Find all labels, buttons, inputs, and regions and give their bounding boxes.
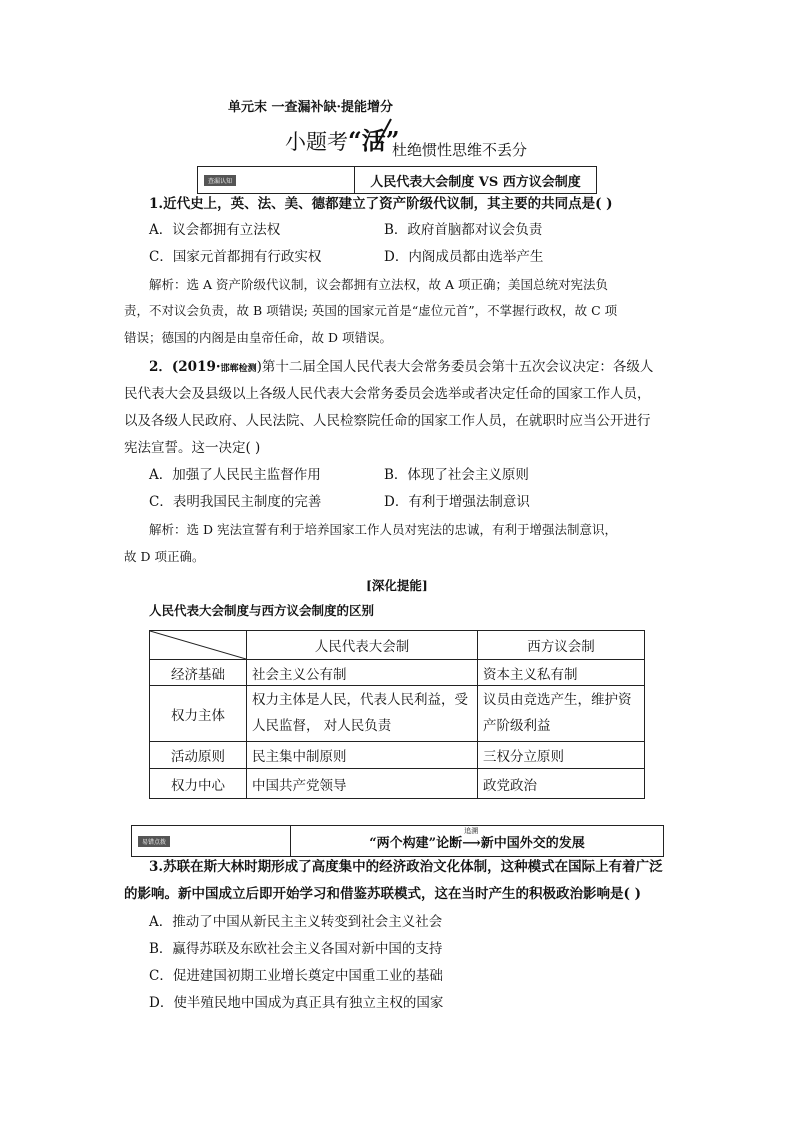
table-cell: 中国共产党领导 xyxy=(247,769,478,799)
long-arrow-icon: ⟶ xyxy=(462,835,481,851)
table-header-row xyxy=(150,631,645,660)
q3-option-c: C．促进建国初期工业增长奠定中国重工业的基础 xyxy=(149,968,443,984)
table-cell: 政党政治 xyxy=(478,769,645,799)
banner-text: 人民代表大会制度 VS 西方议会制度 xyxy=(370,174,581,190)
banner-tag-area xyxy=(198,167,355,193)
table-header-west: 西方议会制 xyxy=(478,631,645,660)
q1-stem: 1.近代史上，英、法、美、德都建立了资产阶级代议制，其主要的共同点是( ) xyxy=(149,196,613,212)
table-row-header: 经济基础 xyxy=(150,660,247,686)
q2-stem-line-3: 以及各级人民政府、人民法院、人民检察院任命的国家工作人员，在就职时应当公开进行 xyxy=(124,413,651,429)
q2-analysis-line-2: 故 D 项正确。 xyxy=(124,549,205,564)
unit-title: 单元末 一查漏补缺·提能增分 xyxy=(228,100,394,115)
table-cell: 民主集中制原则 xyxy=(247,742,478,769)
banner-text xyxy=(291,826,663,851)
table-cell: 三权分立原则 xyxy=(478,742,645,769)
main-title-huo: “活” xyxy=(348,126,400,155)
banner-tag: 易错点拨 xyxy=(138,836,170,847)
table-cell: 权力主体是人民，代表人民利益，受人民监督， 对人民负责 xyxy=(247,686,478,742)
q1-analysis-line-3: 错误；德国的内阁是由皇帝任命，故 D 项错误。 xyxy=(124,330,392,345)
q2-stem-line-1 xyxy=(149,361,653,375)
banner-text-before: “两个构建”论断 xyxy=(369,835,463,851)
q1-option-b: B．政府首脑都对议会负责 xyxy=(384,222,543,238)
q3-option-a: A．推动了中国从新民主主义转变到社会主义社会 xyxy=(149,914,443,930)
table-header-npc: 人民代表大会制 xyxy=(247,631,478,660)
table-title: 人民代表大会制度与西方议会制度的区别 xyxy=(149,603,375,618)
table-corner-cell xyxy=(150,631,247,660)
diagonal-line xyxy=(150,631,246,659)
table-row xyxy=(150,742,645,769)
q3-option-b: B．赢得苏联及东欧社会主义各国对新中国的支持 xyxy=(149,941,443,957)
main-title-prefix: 小题考 xyxy=(285,130,348,154)
q1-analysis-line-2: 责，不对议会负责，故 B 项错误; 英国的国家元首是“虚位元首”，不掌握行政权，故 C 项 xyxy=(124,303,618,318)
banner-tag: 查漏认知 xyxy=(204,175,236,186)
table-cell: 社会主义公有制 xyxy=(247,660,478,686)
q2-stem-line-4: 宪法宣誓。这一决定( ) xyxy=(124,440,261,456)
section-banner-2 xyxy=(131,825,664,857)
banner-text-after: 新中国外交的发展 xyxy=(480,835,585,851)
q3-stem-line-2: 的影响。新中国成立后即开始学习和借鉴苏联模式，这在当时产生的积极政治影响是( ) xyxy=(124,886,641,902)
q3-stem-line-1: 3.苏联在斯大林时期形成了高度集中的经济政治文化体制，这种模式在国际上有着广泛 xyxy=(149,859,663,875)
q2-analysis-line-1: 解析：选 D 宪法宣誓有利于培养国家工作人员对宪法的忠诚，有利于增强法制意识， xyxy=(149,522,617,537)
q2-option-d: D．有利于增强法制意识 xyxy=(384,494,530,510)
deepen-heading: [深化提能] xyxy=(366,578,428,593)
q2-option-b: B．体现了社会主义原则 xyxy=(384,467,529,483)
table-row-header: 活动原则 xyxy=(150,742,247,769)
q2-source: 邯郸检测 xyxy=(220,364,257,374)
table-cell: 议员由竞选产生，维护资产阶级利益 xyxy=(478,686,645,742)
q1-option-d: D．内阁成员都由选举产生 xyxy=(384,249,544,265)
q2-stem-text-1: )第十二届全国人民代表大会常务委员会第十五次会议决定：各级人 xyxy=(256,359,654,375)
q2-option-a: A．加强了人民民主监督作用 xyxy=(149,467,321,483)
q2-option-c: C．表明我国民主制度的完善 xyxy=(149,494,322,510)
section-banner-1 xyxy=(197,166,597,194)
arrow-label: 追溯 xyxy=(464,826,479,835)
q1-option-a: A．议会都拥有立法权 xyxy=(149,222,281,238)
q2-prefix: 2．(2019· xyxy=(149,359,221,375)
comparison-table xyxy=(149,630,645,799)
main-title xyxy=(285,121,400,156)
sub-title: 杜绝惯性思维不丢分 xyxy=(392,141,528,159)
banner-tag-area xyxy=(132,826,291,856)
q3-option-d: D．使半殖民地中国成为真正具有独立主权的国家 xyxy=(149,995,444,1011)
table-row xyxy=(150,660,645,686)
q1-analysis-line-1: 解析：选 A 资产阶级代议制，议会都拥有立法权，故 A 项正确；美国总统对宪法负 xyxy=(149,277,608,292)
table-row xyxy=(150,769,645,799)
table-row-header: 权力主体 xyxy=(150,686,247,742)
q2-stem-line-2: 民代表大会及县级以上各级人民代表大会常务委员会选举或者决定任命的国家工作人员， xyxy=(124,386,651,402)
q1-option-c: C．国家元首都拥有行政实权 xyxy=(149,249,322,265)
table-row xyxy=(150,686,645,742)
arrow-connector xyxy=(462,826,481,851)
table-row-header: 权力中心 xyxy=(150,769,247,799)
table-cell: 资本主义私有制 xyxy=(478,660,645,686)
